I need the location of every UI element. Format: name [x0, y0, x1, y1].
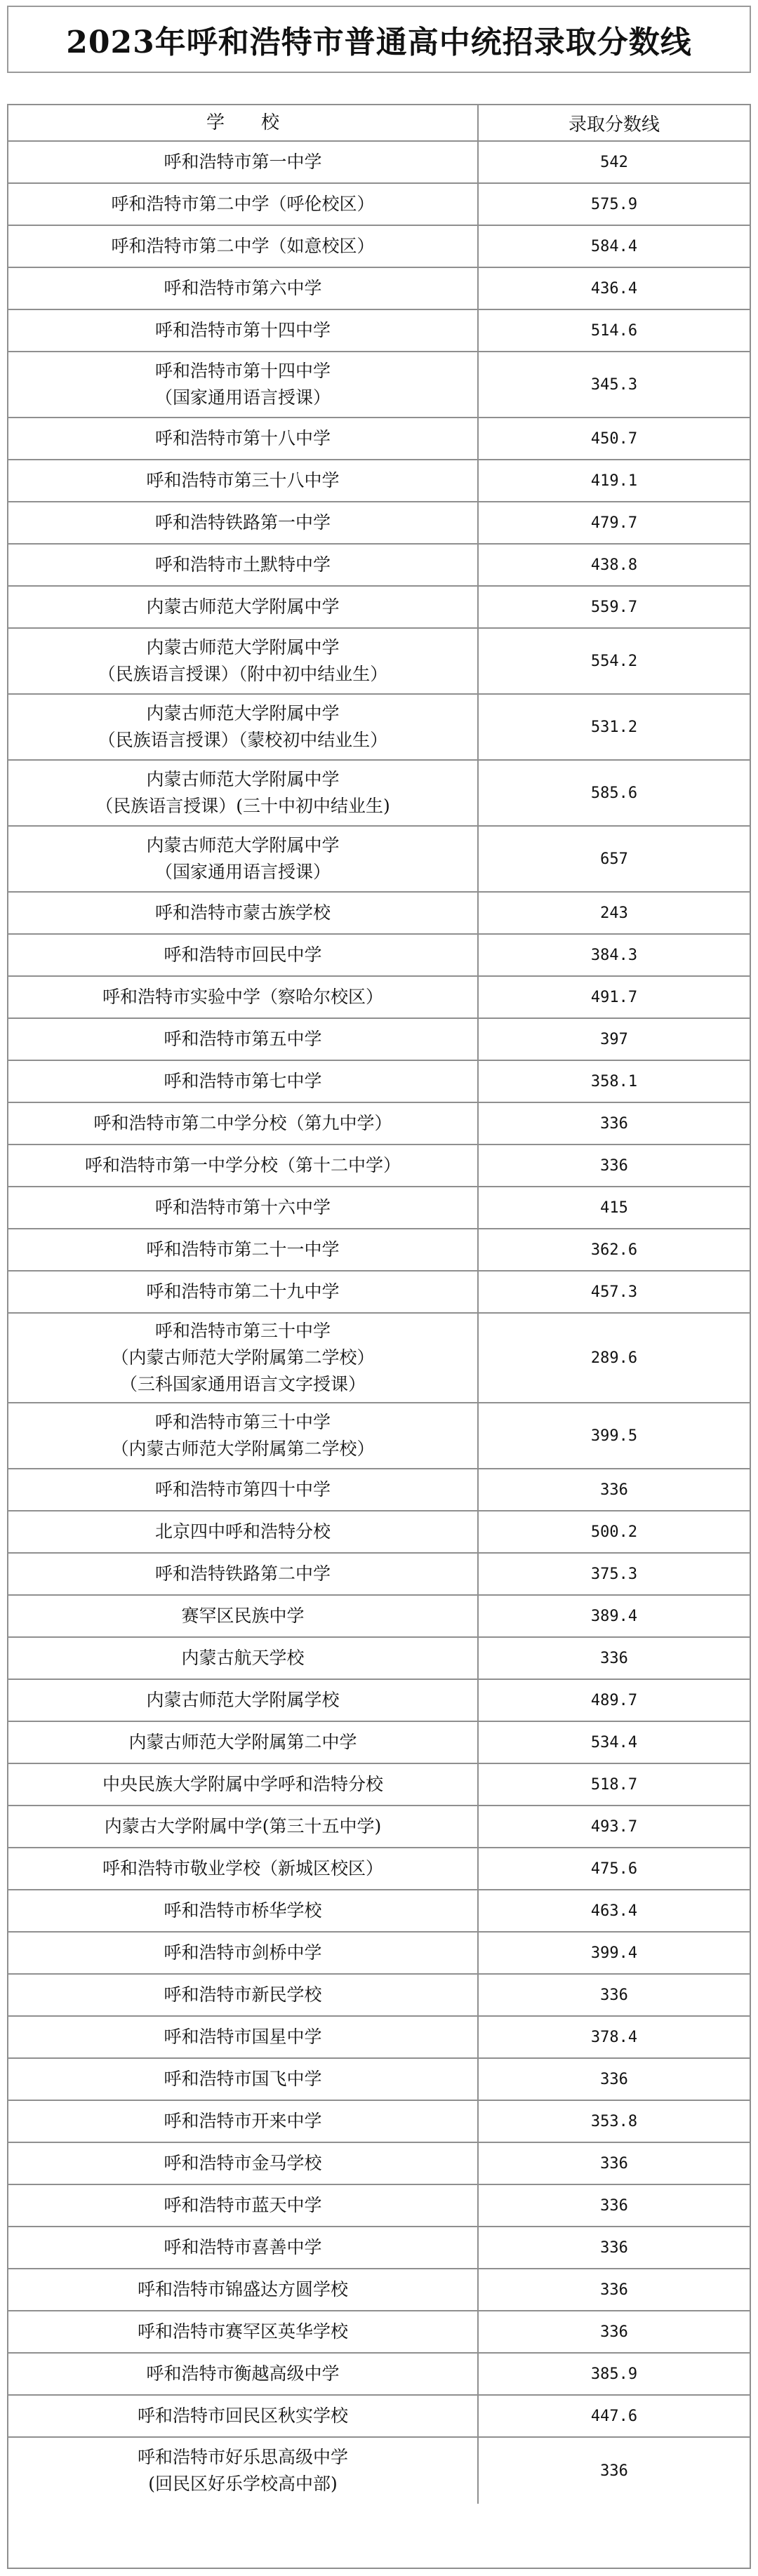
score-cell: 399.5 — [590, 1427, 638, 1445]
school-name-line: 呼和浩特市赛罕区英华学校 — [137, 2321, 348, 2342]
school-name-cell — [8, 761, 479, 825]
score-cell: 336 — [600, 2154, 628, 2173]
table-row — [8, 1061, 750, 1103]
school-name-line: 呼和浩特市锦盛达方圆学校 — [137, 2279, 348, 2300]
score-cell: 500.2 — [590, 1523, 638, 1541]
school-name-cell — [8, 352, 479, 417]
school-name-line: 呼和浩特市第三十八中学 — [146, 470, 340, 490]
school-name-cell — [8, 629, 479, 693]
table-row — [8, 1722, 750, 1764]
school-name-line: （国家通用语言授课） — [154, 387, 331, 408]
school-name-cell — [8, 695, 479, 759]
school-name-line: 呼和浩特市第四十中学 — [154, 1479, 331, 1500]
table-row — [8, 545, 750, 587]
score-cell: 542 — [600, 153, 628, 171]
school-name-line: 呼和浩特市第二中学分校（第九中学） — [93, 1113, 392, 1133]
school-name-line: 呼和浩特市第六中学 — [164, 278, 322, 298]
school-name-line: 呼和浩特市剑桥中学 — [164, 1942, 322, 1963]
school-name-line: 呼和浩特市第十四中学 — [154, 361, 331, 381]
table-row — [8, 310, 750, 352]
table-row — [8, 2396, 750, 2438]
table-row — [8, 1848, 750, 1890]
table-row — [8, 2143, 750, 2185]
table-row — [8, 1103, 750, 1145]
school-name-line: 呼和浩特市衡越高级中学 — [146, 2363, 340, 2384]
table-row — [8, 1806, 750, 1848]
table-row — [8, 502, 750, 545]
school-name-cell — [8, 184, 479, 225]
table-row — [8, 1019, 750, 1061]
school-name-line: 呼和浩特市第十八中学 — [154, 428, 331, 448]
school-name-line: 内蒙古师范大学附属中学 — [146, 703, 340, 723]
school-name-cell — [8, 1103, 479, 1144]
score-cell: 353.8 — [590, 2112, 638, 2130]
table-row — [8, 1145, 750, 1187]
score-cell: 375.3 — [590, 1565, 638, 1583]
school-name-cell — [8, 1554, 479, 1594]
table-row — [8, 184, 750, 226]
school-name-line: 呼和浩特市蓝天中学 — [164, 2195, 322, 2215]
school-name-cell — [8, 1848, 479, 1889]
school-name-cell — [8, 502, 479, 543]
school-name-line: 呼和浩特市第五中学 — [164, 1029, 322, 1049]
table-row — [8, 1764, 750, 1806]
school-name-line: （国家通用语言授课） — [154, 862, 331, 882]
score-cell: 336 — [600, 1986, 628, 2004]
school-name-line: 呼和浩特市好乐思高级中学 — [137, 2447, 348, 2467]
school-name-line: 内蒙古师范大学附属中学 — [146, 769, 340, 789]
table-row — [8, 1314, 750, 1403]
school-name-cell — [8, 2143, 479, 2184]
table-row — [8, 2354, 750, 2396]
score-cell: 397 — [600, 1030, 628, 1048]
school-name-cell — [8, 1638, 479, 1679]
score-cell: 336 — [600, 1649, 628, 1667]
score-cell: 457.3 — [590, 1283, 638, 1301]
school-name-cell — [8, 2227, 479, 2268]
score-cell: 493.7 — [590, 1817, 638, 1836]
table-row — [8, 893, 750, 935]
school-name-cell — [8, 1187, 479, 1228]
score-cell: 289.6 — [590, 1349, 638, 1367]
score-cell: 438.8 — [590, 556, 638, 574]
score-cell: 463.4 — [590, 1902, 638, 1920]
school-name-cell — [8, 418, 479, 459]
school-name-cell — [8, 1890, 479, 1931]
table-row — [8, 1187, 750, 1229]
school-name-line: 呼和浩特市桥华学校 — [164, 1900, 322, 1921]
score-cell: 475.6 — [590, 1860, 638, 1878]
school-name-cell — [8, 935, 479, 975]
score-cell: 436.4 — [590, 279, 638, 298]
table-row — [8, 1933, 750, 1975]
score-cell: 447.6 — [590, 2407, 638, 2425]
score-cell: 336 — [600, 2196, 628, 2215]
score-cell: 534.4 — [590, 1733, 638, 1751]
table-row — [8, 1975, 750, 2017]
score-cell: 385.9 — [590, 2365, 638, 2383]
school-name-line: 呼和浩特市回民区秋实学校 — [137, 2405, 348, 2426]
school-name-line: 呼和浩特市金马学校 — [164, 2153, 322, 2173]
score-cell: 584.4 — [590, 237, 638, 255]
school-name-line: 呼和浩特市蒙古族学校 — [154, 902, 331, 923]
score-cell: 657 — [600, 850, 628, 868]
score-cell: 243 — [600, 904, 628, 922]
school-name-cell — [8, 1229, 479, 1270]
score-cell: 336 — [600, 1114, 628, 1133]
score-cell: 362.6 — [590, 1241, 638, 1259]
score-cell: 489.7 — [590, 1691, 638, 1709]
score-cell: 336 — [600, 2070, 628, 2088]
score-cell: 491.7 — [590, 988, 638, 1006]
school-name-line: (回民区好乐学校高中部) — [148, 2474, 338, 2494]
title-box — [7, 6, 751, 73]
school-name-line: 呼和浩特市第一中学 — [164, 152, 322, 172]
table-row — [8, 268, 750, 310]
table-row — [8, 629, 750, 695]
school-name-line: （三科国家通用语言文字授课） — [119, 1374, 366, 1394]
school-name-cell — [8, 545, 479, 585]
table-row — [8, 1680, 750, 1722]
school-name-line: 呼和浩特铁路第一中学 — [154, 512, 331, 533]
school-name-line: 呼和浩特市国飞中学 — [164, 2069, 322, 2089]
school-name-line: 北京四中呼和浩特分校 — [154, 1521, 331, 1542]
school-name-cell — [8, 1145, 479, 1186]
school-name-line: 内蒙古师范大学附属学校 — [146, 1690, 340, 1710]
school-name-line: 呼和浩特市第十四中学 — [154, 320, 331, 340]
score-cell: 531.2 — [590, 718, 638, 736]
school-name-cell — [8, 460, 479, 501]
table-row — [8, 827, 750, 893]
school-name-cell — [8, 1403, 479, 1468]
school-name-cell — [8, 1680, 479, 1721]
score-cell: 419.1 — [590, 472, 638, 490]
table-row — [8, 1229, 750, 1272]
school-name-cell — [8, 1314, 479, 1402]
school-name-cell — [8, 1596, 479, 1636]
school-name-cell — [8, 268, 479, 309]
school-name-line: 呼和浩特市敬业学校（新城区校区） — [102, 1858, 383, 1878]
school-name-line: （民族语言授课）（蒙校初中结业生） — [98, 730, 388, 750]
table-row — [8, 587, 750, 629]
school-name-line: 呼和浩特市第二十一中学 — [146, 1239, 340, 1260]
score-table — [7, 104, 751, 2569]
page-title: 2023年呼和浩特市普通高中统招录取分数线 — [66, 25, 692, 60]
school-name-cell — [8, 2396, 479, 2436]
school-name-cell — [8, 2101, 479, 2142]
table-row — [8, 1638, 750, 1680]
score-cell: 389.4 — [590, 1607, 638, 1625]
school-name-cell — [8, 2269, 479, 2310]
school-name-cell — [8, 1722, 479, 1763]
table-row — [8, 418, 750, 460]
school-name-line: 呼和浩特铁路第二中学 — [154, 1563, 331, 1584]
table-row — [8, 1554, 750, 1596]
school-name-line: 呼和浩特市国星中学 — [164, 2027, 322, 2047]
table-row — [8, 1403, 750, 1469]
table-row — [8, 142, 750, 184]
school-name-line: （民族语言授课）(三十中初中结业生) — [95, 796, 390, 816]
table-header-row — [8, 105, 750, 142]
score-cell: 399.4 — [590, 1944, 638, 1962]
table-row — [8, 2438, 750, 2504]
score-cell: 384.3 — [590, 946, 638, 964]
score-cell: 554.2 — [590, 652, 638, 670]
table-row — [8, 1272, 750, 1314]
table-row — [8, 1511, 750, 1554]
table-row — [8, 1596, 750, 1638]
school-name-line: 内蒙古师范大学附属中学 — [146, 596, 340, 617]
school-name-line: 中央民族大学附属中学呼和浩特分校 — [102, 1774, 383, 1794]
school-name-line: 呼和浩特市第七中学 — [164, 1071, 322, 1091]
school-name-line: 内蒙古师范大学附属第二中学 — [128, 1732, 357, 1752]
score-cell: 479.7 — [590, 514, 638, 532]
school-name-line: 呼和浩特市第二中学（如意校区） — [111, 236, 375, 256]
score-cell: 514.6 — [590, 321, 638, 340]
school-name-cell — [8, 1469, 479, 1510]
score-cell: 559.7 — [590, 598, 638, 616]
school-name-cell — [8, 1272, 479, 1312]
school-name-cell — [8, 1019, 479, 1060]
score-cell: 336 — [600, 2281, 628, 2299]
school-name-cell — [8, 226, 479, 267]
school-name-line: 内蒙古大学附属中学(第三十五中学) — [104, 1816, 382, 1836]
table-row — [8, 977, 750, 1019]
school-name-cell — [8, 893, 479, 933]
table-row — [8, 1890, 750, 1933]
table-row — [8, 695, 750, 761]
table-row — [8, 460, 750, 502]
table-row — [8, 352, 750, 418]
school-name-line: 呼和浩特市第三十中学 — [154, 1321, 331, 1341]
school-name-cell — [8, 2017, 479, 2057]
school-name-cell — [8, 827, 479, 891]
school-name-line: 呼和浩特市土默特中学 — [154, 554, 331, 575]
score-cell: 336 — [600, 1481, 628, 1499]
score-cell: 518.7 — [590, 1775, 638, 1794]
school-name-line: （民族语言授课）（附中初中结业生） — [98, 664, 388, 684]
school-name-cell — [8, 2438, 479, 2504]
score-cell: 378.4 — [590, 2028, 638, 2046]
school-name-cell — [8, 2059, 479, 2100]
score-cell: 415 — [600, 1199, 628, 1217]
score-cell: 358.1 — [590, 1072, 638, 1090]
table-row — [8, 935, 750, 977]
score-cell: 336 — [600, 2462, 628, 2480]
school-name-cell — [8, 587, 479, 627]
school-name-line: 赛罕区民族中学 — [181, 1606, 305, 1626]
score-cell: 336 — [600, 1156, 628, 1175]
school-name-line: 呼和浩特市第十六中学 — [154, 1197, 331, 1217]
table-row — [8, 2059, 750, 2101]
school-name-cell — [8, 142, 479, 182]
school-name-cell — [8, 2354, 479, 2394]
school-name-line: 呼和浩特市第三十中学 — [154, 1412, 331, 1432]
school-name-line: （内蒙古师范大学附属第二学校） — [111, 1439, 375, 1459]
school-name-line: 呼和浩特市回民中学 — [164, 945, 322, 965]
school-name-cell — [8, 1061, 479, 1102]
score-cell: 345.3 — [590, 375, 638, 394]
column-header-score: 录取分数线 — [568, 114, 660, 135]
school-name-cell — [8, 1933, 479, 1973]
school-name-line: 呼和浩特市第二十九中学 — [146, 1281, 340, 1302]
score-cell: 450.7 — [590, 429, 638, 448]
table-row — [8, 226, 750, 268]
school-name-line: （内蒙古师范大学附属第二学校） — [111, 1347, 375, 1368]
table-row — [8, 2311, 750, 2354]
table-row — [8, 1469, 750, 1511]
school-name-cell — [8, 2311, 479, 2352]
school-name-line: 内蒙古师范大学附属中学 — [146, 637, 340, 658]
table-row — [8, 2227, 750, 2269]
table-row — [8, 2269, 750, 2311]
school-name-line: 呼和浩特市开来中学 — [164, 2111, 322, 2131]
score-cell: 585.6 — [590, 784, 638, 802]
school-name-cell — [8, 1511, 479, 1552]
school-name-line: 内蒙古航天学校 — [181, 1648, 305, 1668]
school-name-line: 呼和浩特市第二中学（呼伦校区） — [111, 194, 375, 214]
score-cell: 336 — [600, 2238, 628, 2257]
table-row — [8, 2185, 750, 2227]
school-name-cell — [8, 1975, 479, 2015]
table-row — [8, 761, 750, 827]
column-header-school: 学 校 — [8, 105, 479, 140]
score-cell: 336 — [600, 2323, 628, 2341]
school-name-cell — [8, 2185, 479, 2226]
school-name-line: 呼和浩特市实验中学（察哈尔校区） — [102, 987, 383, 1007]
score-cell: 575.9 — [590, 195, 638, 213]
table-row — [8, 2101, 750, 2143]
school-name-line: 呼和浩特市新民学校 — [164, 1984, 322, 2005]
school-name-line: 呼和浩特市第一中学分校（第十二中学） — [84, 1155, 401, 1175]
school-name-line: 呼和浩特市喜善中学 — [164, 2237, 322, 2257]
school-name-cell — [8, 1764, 479, 1805]
school-name-cell — [8, 977, 479, 1017]
school-name-cell — [8, 310, 479, 351]
school-name-line: 内蒙古师范大学附属中学 — [146, 835, 340, 855]
table-row — [8, 2017, 750, 2059]
school-name-cell — [8, 1806, 479, 1847]
